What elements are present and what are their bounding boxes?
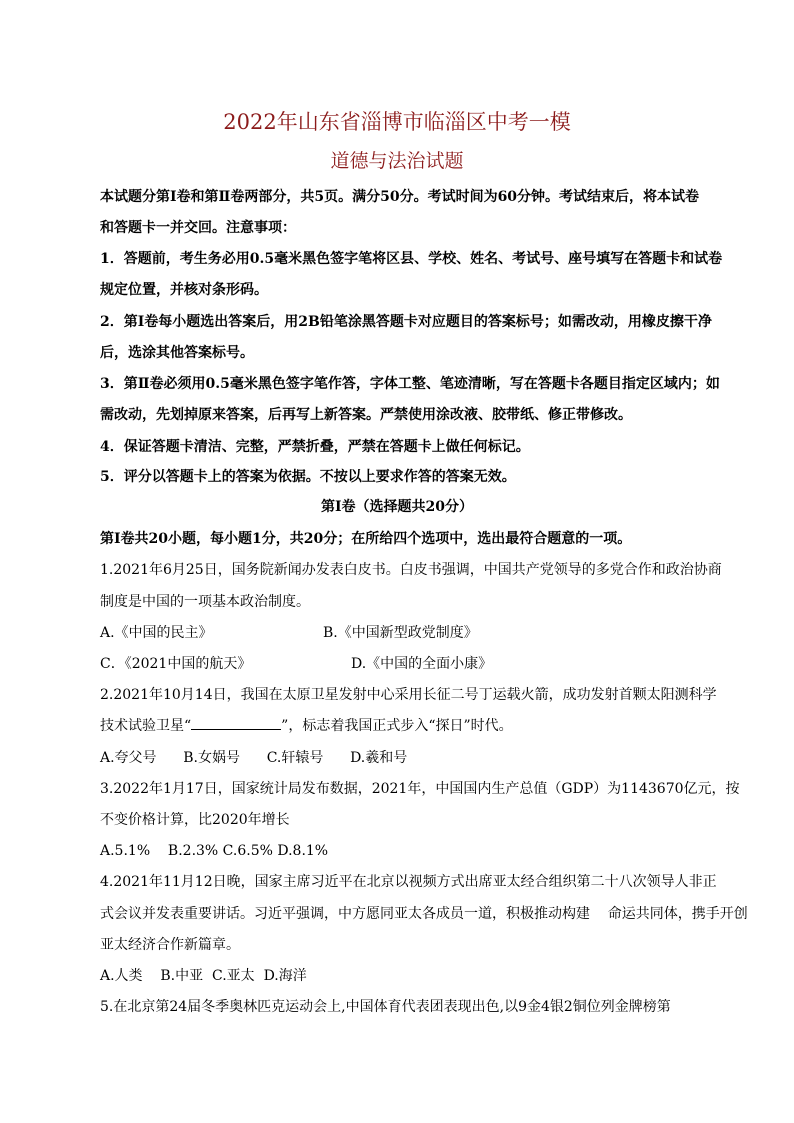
note-2-line-2: 后，选涂其他答案标号。	[100, 345, 254, 361]
question-2-text-after-blank: ”，标志着我国正式步入“探日”时代。	[281, 718, 513, 734]
note-1-line-2: 规定位置，并核对条形码。	[100, 282, 268, 298]
note-3-line-1: 3．第Ⅱ卷必须用0.5毫米黑色签字笔作答，字体工整、笔迹清晰，写在答题卡各题目指定区域内；如	[100, 376, 720, 392]
question-4-line-1: 4.2021年11月12日晚，国家主席习近平在北京以视频方式出席亚太经合组织第二十八次领导人非正	[100, 874, 717, 890]
exam-subtitle: 道德与法治试题	[330, 150, 464, 172]
question-1-option-b: B.《中国新型政党制度》	[323, 625, 478, 641]
question-2-options: A.夸父号 B.女娲号 C.轩辕号 D.羲和号	[100, 750, 408, 766]
note-1-line-1: 1．答题前，考生务必用0.5毫米黑色签字笔将区县、学校、姓名、考试号、座号填写在答题卡和试卷	[100, 251, 723, 267]
exam-title: 2022年山东省淄博市临淄区中考一模	[223, 110, 571, 134]
note-2-line-1: 2．第Ⅰ卷每小题选出答案后，用2B铅笔涂黑答题卡对应题目的答案标号；如需改动，用橡皮擦干净	[100, 314, 712, 330]
question-2-line-1: 2.2021年10月14日，我国在太原卫星发射中心采用长征二号丁运载火箭，成功发射首颗太阳测科学	[100, 687, 717, 703]
instruction-intro-line-2: 和答题卡一并交回。注意事项：	[100, 220, 296, 236]
note-4: 4．保证答题卡清洁、完整，严禁折叠，严禁在答题卡上做任何标记。	[100, 439, 530, 455]
question-3-line-2: 不变价格计算，比2020年增长	[100, 812, 290, 828]
answer-blank	[191, 717, 281, 730]
question-2-line-2	[100, 716, 513, 736]
question-3-options: A.5.1% B.2.3% C.6.5% D.8.1%	[100, 843, 329, 859]
section-heading: 第Ⅰ卷（选择题共20分）	[320, 499, 474, 515]
question-1-option-a: A.《中国的民主》	[100, 625, 213, 641]
question-1-option-c: C．《2021中国的航天》	[100, 656, 252, 672]
question-4-options: A.人类 B.中亚 C.亚太 D.海洋	[100, 968, 307, 984]
section-description: 第Ⅰ卷共20小题，每小题1分，共20分；在所给四个选项中，选出最符合题意的一项。	[100, 531, 632, 547]
note-5: 5．评分以答题卡上的答案为依据。不按以上要求作答的答案无效。	[100, 469, 516, 485]
instruction-intro-line-1: 本试题分第Ⅰ卷和第Ⅱ卷两部分，共5页。满分50分。考试时间为60分钟。考试结束后，将本试卷	[100, 189, 700, 205]
question-2-text-before-blank: 技术试验卫星“	[100, 718, 192, 734]
question-4-line-2: 式会议并发表重要讲话。习近平强调，中方愿同亚太各成员一道，积极推动构建 命运共同体，携手开创	[100, 906, 748, 922]
question-1-option-d: D.《中国的全面小康》	[351, 656, 493, 672]
question-3-line-1: 3.2022年1月17日，国家统计局发布数据，2021年，中国国内生产总值（GDP）为1143670亿元，按	[100, 781, 740, 797]
question-4-line-3: 亚太经济合作新篇章。	[100, 937, 240, 953]
note-3-line-2: 需改动，先划掉原来答案，后再写上新答案。严禁使用涂改液、胶带纸、修正带修改。	[100, 407, 632, 423]
question-1-line-2: 制度是中国的一项基本政治制度。	[100, 594, 310, 610]
question-5-line-1: 5.在北京第24届冬季奥林匹克运动会上,中国体育代表团表现出色,以9金4银2铜位列金牌榜第	[100, 999, 671, 1015]
question-1-line-1: 1.2021年6月25日，国务院新闻办发表白皮书。白皮书强调，中国共产党领导的多党合作和政治协商	[100, 562, 722, 578]
